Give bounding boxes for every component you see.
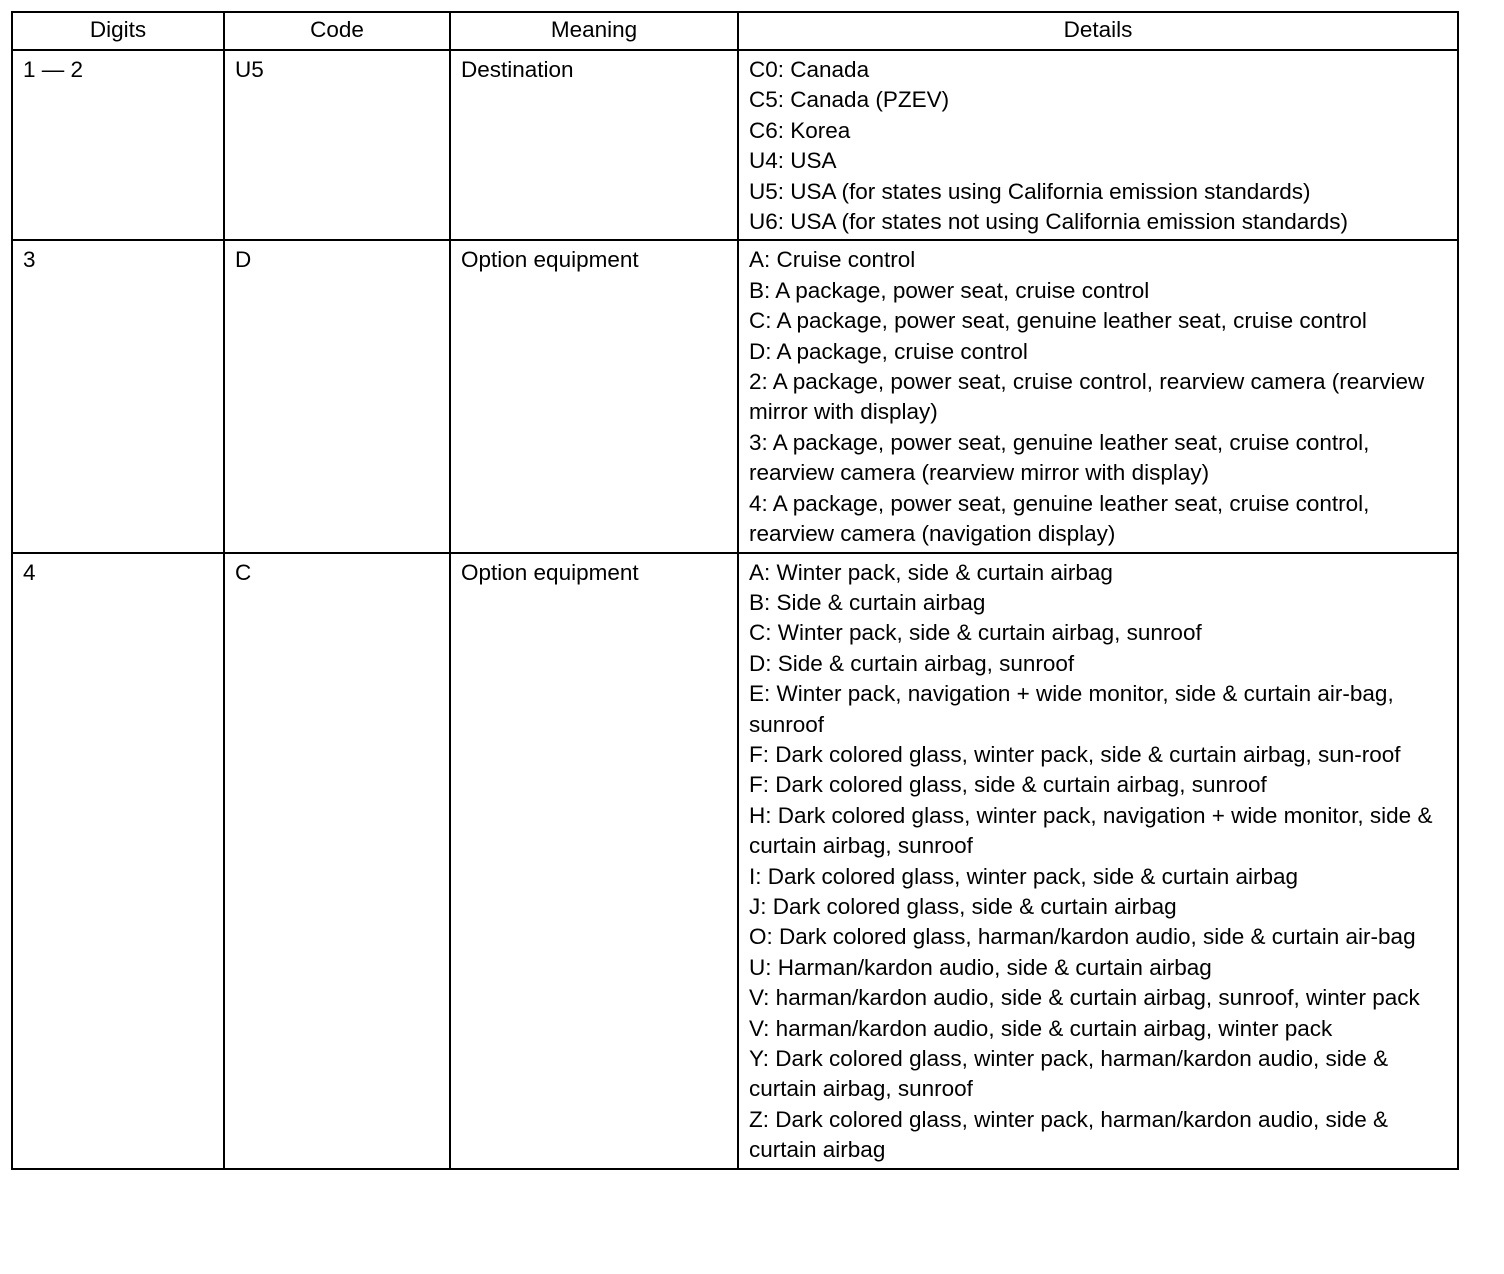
code-cell: D: [224, 240, 450, 552]
header-meaning: Meaning: [450, 12, 738, 50]
details-cell: [738, 50, 1458, 240]
table-row: [12, 553, 1458, 1169]
table-header-row: [12, 12, 1458, 50]
detail-line: U: Harman/kardon audio, side & curtain airbag: [749, 954, 1212, 980]
meaning-cell: Option equipment: [450, 240, 738, 552]
code-cell: U5: [224, 50, 450, 240]
detail-line: J: Dark colored glass, side & curtain airbag: [749, 893, 1177, 919]
detail-line: A: Winter pack, side & curtain airbag: [749, 559, 1113, 585]
details-cell: [738, 240, 1458, 552]
meaning-cell: Option equipment: [450, 553, 738, 1169]
table-row: [12, 50, 1458, 240]
detail-line: V: harman/kardon audio, side & curtain airbag, sunroof, winter pack: [749, 985, 1420, 1011]
detail-line: H: Dark colored glass, winter pack, navigation + wide monitor, side & curtain airbag, sunroof: [749, 802, 1433, 859]
detail-line: F: Dark colored glass, side & curtain airbag, sunroof: [749, 772, 1267, 798]
digits-cell: 3: [12, 240, 224, 552]
meaning-cell: Destination: [450, 50, 738, 240]
detail-line: C5: Canada (PZEV): [749, 87, 950, 113]
detail-line: U5: USA (for states using California emission standards): [749, 178, 1311, 204]
detail-line: D: Side & curtain airbag, sunroof: [749, 650, 1075, 676]
code-cell: C: [224, 553, 450, 1169]
detail-line: C0: Canada: [749, 57, 870, 82]
detail-line: U4: USA: [749, 148, 837, 174]
table-row: [12, 240, 1458, 552]
detail-line: V: harman/kardon audio, side & curtain airbag, winter pack: [749, 1015, 1333, 1041]
detail-line: C: A package, power seat, genuine leather seat, cruise control: [749, 308, 1367, 334]
digits-cell: 4: [12, 553, 224, 1169]
detail-line: 3: A package, power seat, genuine leather seat, cruise control, rearview camera (rearview mirror with display): [749, 429, 1370, 486]
detail-line: A: Cruise control: [749, 247, 916, 273]
spec-table: [11, 11, 1459, 1170]
detail-line: D: A package, cruise control: [749, 338, 1028, 364]
detail-line: C: Winter pack, side & curtain airbag, sunroof: [749, 620, 1202, 646]
detail-line: B: Side & curtain airbag: [749, 589, 986, 615]
details-cell: [738, 553, 1458, 1169]
detail-line: F: Dark colored glass, winter pack, side & curtain airbag, sun-roof: [749, 741, 1401, 767]
detail-line: O: Dark colored glass, harman/kardon audio, side & curtain air-bag: [749, 924, 1416, 950]
detail-line: B: A package, power seat, cruise control: [749, 277, 1150, 303]
detail-line: U6: USA (for states not using California emission standards): [749, 209, 1349, 235]
header-details: Details: [738, 12, 1458, 50]
detail-line: Z: Dark colored glass, winter pack, harman/kardon audio, side & curtain airbag: [749, 1106, 1389, 1163]
detail-line: Y: Dark colored glass, winter pack, harman/kardon audio, side & curtain airbag, sunroof: [749, 1046, 1389, 1102]
header-code: Code: [224, 12, 450, 50]
detail-line: E: Winter pack, navigation + wide monitor, side & curtain air-bag, sunroof: [749, 681, 1394, 737]
detail-line: C6: Korea: [749, 117, 851, 143]
header-digits: Digits: [12, 12, 224, 50]
detail-line: 2: A package, power seat, cruise control, rearview camera (rearview mirror with display): [749, 369, 1425, 425]
digits-cell: 1 — 2: [12, 50, 224, 240]
detail-line: 4: A package, power seat, genuine leather seat, cruise control, rearview camera (navigation display): [749, 490, 1370, 547]
detail-line: I: Dark colored glass, winter pack, side & curtain airbag: [749, 863, 1298, 889]
